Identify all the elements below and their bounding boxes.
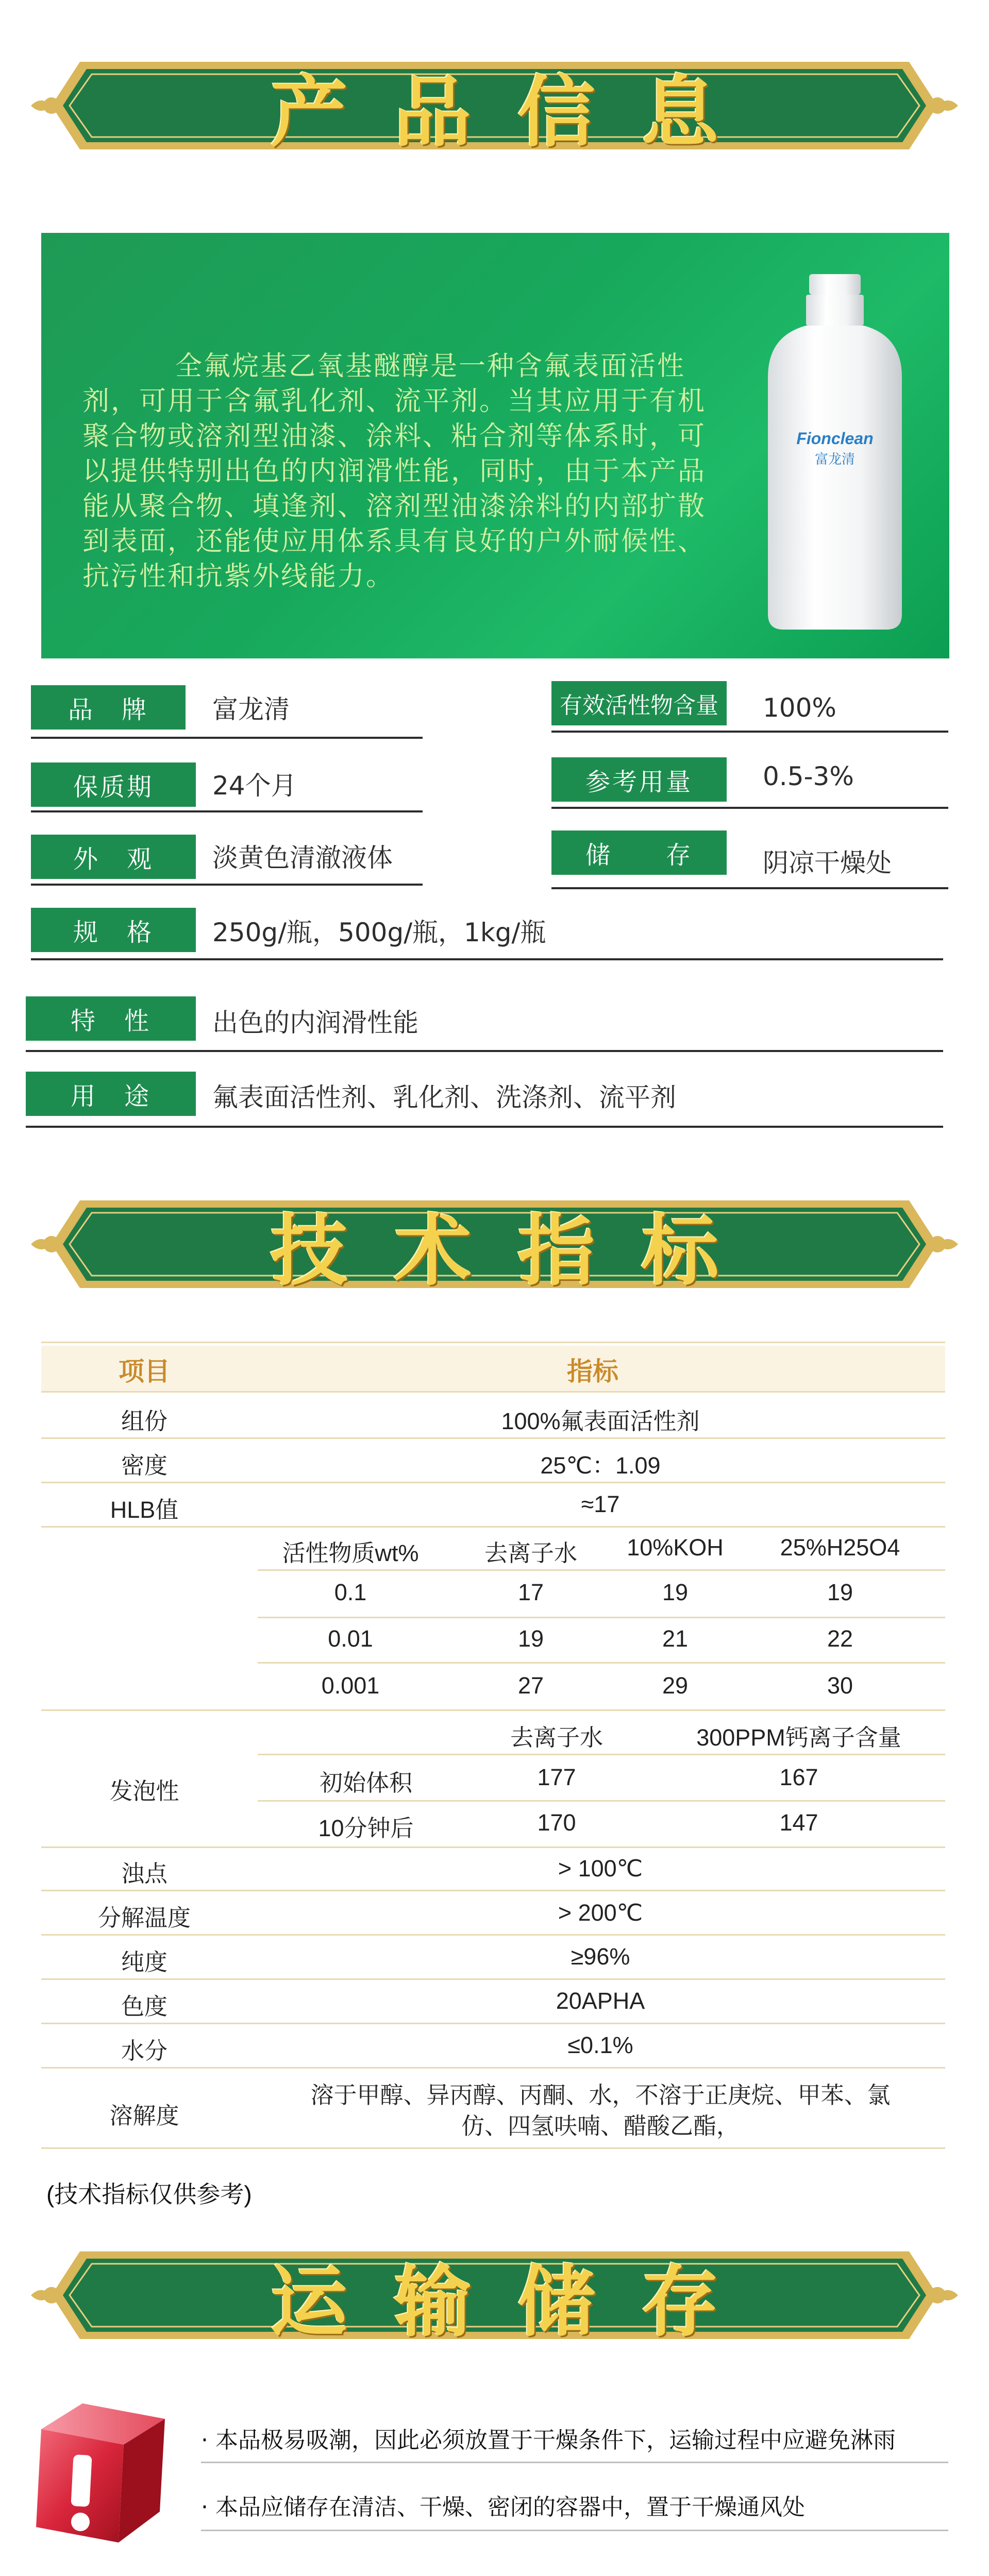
spec-value: > 100℃ — [558, 1855, 643, 1882]
table-rule — [258, 1617, 945, 1618]
section-title: 技术指标 — [270, 1206, 765, 1296]
solubility-line-1: 溶于甲醇、异丙醇、丙酮、水，不溶于正庚烷、甲苯、氯 — [310, 2082, 891, 2108]
storage-value: 阴凉干燥处 — [763, 848, 892, 878]
matrix-cell: 19 — [662, 1579, 689, 1605]
matrix-cell: 0.01 — [328, 1625, 373, 1652]
divider — [31, 737, 423, 739]
warning-icon — [26, 2398, 175, 2553]
matrix-cell: 19 — [517, 1625, 544, 1652]
shelf-life-value: 24个月 — [212, 771, 297, 801]
table-rule — [41, 2023, 945, 2024]
table-rule — [41, 2147, 945, 2149]
spec-value: ≈17 — [581, 1491, 620, 1517]
foaming-row-label: 初始体积 — [319, 1770, 412, 1796]
feature-value: 出色的内润滑性能 — [212, 1008, 418, 1038]
divider — [551, 731, 948, 733]
table-rule — [258, 1569, 945, 1571]
solubility-line-2: 仿、四氢呋喃、醋酸乙酯， — [461, 2113, 740, 2139]
matrix-cell: 29 — [662, 1672, 689, 1699]
appearance-value: 淡黄色清澈液体 — [212, 843, 393, 873]
divider — [31, 810, 423, 812]
table-rule — [41, 1978, 945, 1980]
foaming-label: 发泡性 — [109, 1778, 179, 1804]
product-intro-card — [41, 233, 949, 658]
divider — [201, 2462, 948, 2463]
foaming-col-header: 去离子水 — [510, 1724, 603, 1751]
usage-tag: 用 途 — [26, 1072, 196, 1116]
spec-value: ≥96% — [571, 1943, 630, 1970]
spec-value: 250g/瓶，500g/瓶，1kg/瓶 — [212, 918, 546, 947]
matrix-cell: 22 — [827, 1625, 853, 1652]
foaming-cell: 147 — [779, 1809, 818, 1836]
spec-note: (技术指标仅供参考) — [46, 2181, 252, 2208]
matrix-cell: 19 — [827, 1579, 853, 1605]
matrix-col-header: 去离子水 — [484, 1540, 577, 1566]
product-info-banner — [31, 46, 958, 165]
section-title: 产品信息 — [270, 67, 765, 158]
spec-item: 组份 — [121, 1408, 167, 1434]
spec-item: 水分 — [121, 2038, 167, 2064]
transport-note-1: · 本品极易吸潮，因此必须放置于干燥条件下，运输过程中应避免淋雨 — [201, 2427, 896, 2453]
table-rule — [258, 1800, 945, 1802]
table-rule — [41, 1934, 945, 1936]
spec-item: 分解温度 — [97, 1905, 191, 1931]
divider — [551, 807, 948, 809]
appearance-tag: 外 观 — [31, 835, 196, 879]
dosage-value: 0.5-3% — [763, 761, 854, 791]
bottle-brand-latin: Fionclean — [796, 429, 874, 448]
brand-value: 富龙清 — [212, 694, 290, 724]
matrix-cell: 27 — [517, 1672, 544, 1699]
matrix-cell: 0.001 — [321, 1672, 380, 1699]
spec-header-item: 项目 — [119, 1357, 170, 1386]
section-title: 运输储存 — [270, 2257, 765, 2347]
table-rule — [41, 1890, 945, 1891]
foaming-col-header: 300PPM钙离子含量 — [696, 1724, 901, 1751]
feature-tag: 特 性 — [26, 996, 196, 1041]
matrix-cell: 21 — [662, 1625, 689, 1652]
product-description: 全氟烷基乙氧基醚醇是一种含氟表面活性剂，可用于含氟乳化剂、流平剂。当其应用于有机聚合物或溶剂型油漆、涂料、粘合剂等体系时，可以提供特别出色的内润滑性能，同时，由于本产品能从聚合物、填逢剂、溶剂型油漆涂料的内部扩散到表面，还能使应用体系具有良好的户外耐候性、抗污性和抗紫外线能力。 — [82, 351, 707, 592]
spec-tag: 规 格 — [31, 908, 196, 952]
bottle-brand-cn: 富龙清 — [814, 452, 856, 467]
table-rule — [41, 1342, 945, 1343]
foaming-cell: 177 — [537, 1764, 576, 1790]
matrix-cell: 17 — [517, 1579, 544, 1605]
spec-value: > 200℃ — [558, 1900, 643, 1926]
matrix-cell: 0.1 — [334, 1579, 367, 1605]
active-content-tag: 有效活性物含量 — [551, 681, 727, 725]
table-rule — [41, 1526, 945, 1528]
divider — [31, 958, 943, 960]
active-content-value: 100% — [763, 693, 836, 723]
spec-item: 纯度 — [121, 1949, 167, 1975]
table-rule — [258, 1662, 945, 1664]
spec-value: 25℃：1.09 — [540, 1452, 661, 1479]
brand-tag: 品 牌 — [31, 685, 186, 730]
matrix-cell: 30 — [827, 1672, 853, 1699]
divider — [31, 884, 423, 886]
divider — [201, 2530, 948, 2531]
storage-tag: 储 存 — [551, 831, 727, 875]
spec-value: 100%氟表面活性剂 — [501, 1408, 700, 1434]
spec-item: 色度 — [121, 1993, 167, 2020]
shelf-life-tag: 保质期 — [31, 762, 196, 807]
table-rule — [41, 1437, 945, 1439]
foaming-cell: 167 — [779, 1764, 818, 1790]
transport-banner — [31, 2236, 958, 2354]
table-rule — [41, 1482, 945, 1483]
spec-value: 20APHA — [556, 1988, 645, 2014]
spec-item: 浊点 — [121, 1860, 167, 1887]
spec-item: HLB值 — [110, 1497, 179, 1523]
spec-item: 溶解度 — [109, 2103, 179, 2129]
divider — [26, 1050, 943, 1052]
foaming-row-label: 10分钟后 — [318, 1815, 414, 1841]
table-rule — [41, 1391, 945, 1393]
usage-value: 氟表面活性剂、乳化剂、洗涤剂、流平剂 — [212, 1082, 676, 1112]
spec-value: ≤0.1% — [567, 2032, 633, 2058]
spec-header-value: 指标 — [567, 1357, 618, 1386]
matrix-col-header: 10%KOH — [627, 1534, 724, 1561]
table-rule — [41, 1709, 945, 1711]
divider — [26, 1126, 943, 1128]
product-bottle-image — [758, 274, 912, 635]
tech-specs-banner — [31, 1185, 958, 1303]
matrix-col-header: 25%H25O4 — [780, 1534, 900, 1561]
dosage-tag: 参考用量 — [551, 757, 727, 802]
foaming-cell: 170 — [537, 1809, 576, 1836]
table-rule — [258, 1754, 945, 1755]
transport-note-2: · 本品应储存在清洁、干燥、密闭的容器中，置于干燥通风处 — [201, 2494, 805, 2520]
matrix-col-header: 活性物质wt% — [282, 1540, 419, 1566]
divider — [551, 887, 948, 889]
table-rule — [41, 2067, 945, 2069]
spec-item: 密度 — [121, 1452, 167, 1479]
table-rule — [41, 1846, 945, 1848]
